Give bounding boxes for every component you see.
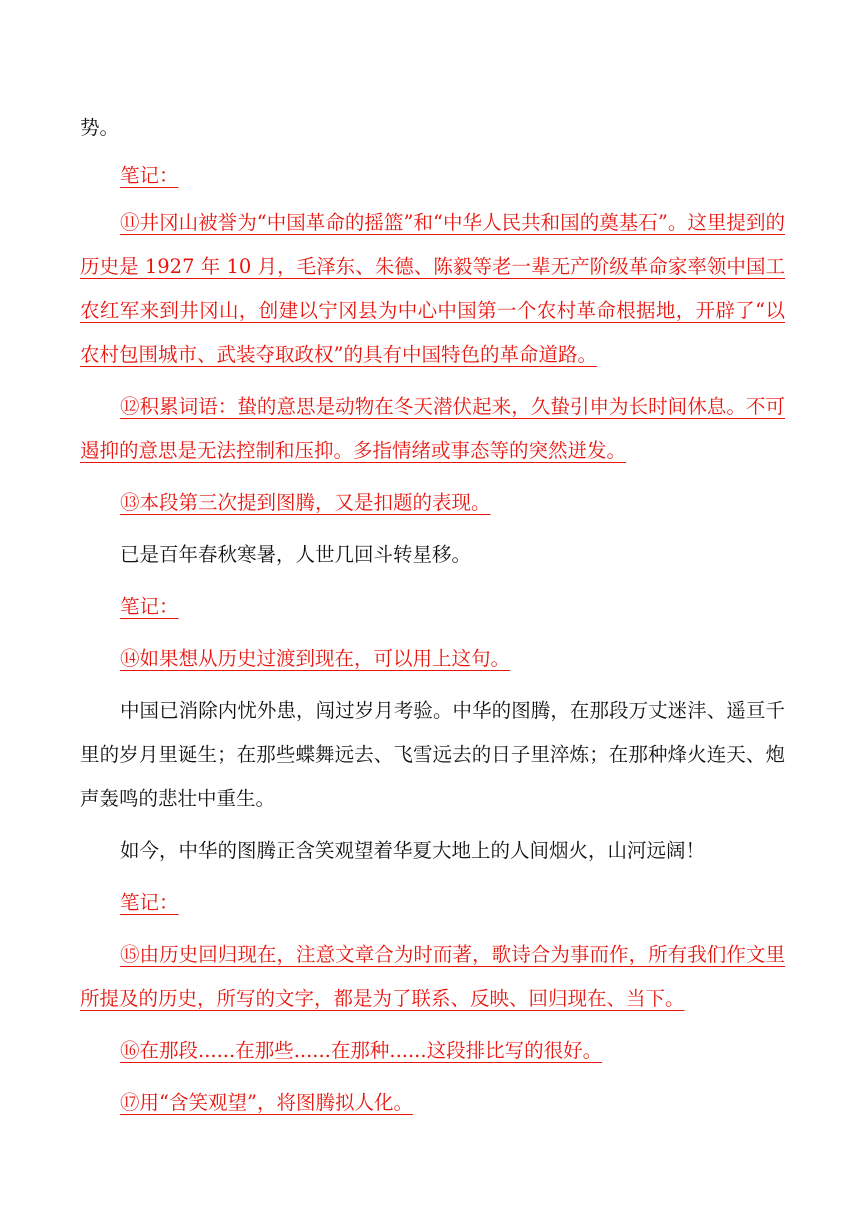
note-heading [80,881,785,925]
note-text: ⑫积累词语：蛰的意思是动物在冬天潜伏起来，久蛰引申为长时间休息。不可遏抑的意思是无法控制和压抑。多指情绪或事态等的突然迸发。 [80,395,785,462]
note-item-17 [80,1081,785,1125]
body-text: 如今，中华的图腾正含笑观望着华夏大地上的人间烟火，山河远阔！ [120,839,706,862]
note-item-15 [80,933,785,1021]
note-heading [80,585,785,629]
note-item-11 [80,201,785,377]
body-paragraph [80,689,785,821]
note-item-16 [80,1029,785,1073]
body-text: 中国已消除内忧外患，闯过岁月考验。中华的图腾，在那段万丈迷沣、遥亘千里的岁月里诞生；在那些蝶舞远去、飞雪远去的日子里淬炼；在那种烽火连天、炮声轰鸣的悲壮中重生。 [80,699,785,810]
note-item-13 [80,481,785,525]
body-paragraph [80,533,785,577]
note-label: 笔记： [120,891,179,914]
note-text: ⑪井冈山被誉为“中国革命的摇篮”和“中华人民共和国的奠基石”。这里提到的历史是 1927 年 10 月，毛泽东、朱德、陈毅等老一辈无产阶级革命家率领中国工农红军来到井冈山，创建以宁冈县为中心中国第一个农村革命根据地，开辟了“以农村包围城市、武装夺取政权”的具有中国特色的革命道路。 [80,211,785,366]
body-paragraph [80,829,785,873]
note-text: ⑰用“含笑观望”，将图腾拟人化。 [120,1091,413,1114]
body-text: 势。 [80,116,120,139]
note-heading [80,154,785,198]
document-page [80,106,785,1133]
body-text: 已是百年春秋寒暑，人世几回斗转星移。 [120,543,472,566]
note-text: ⑬本段第三次提到图腾，又是扣题的表现。 [120,491,491,514]
note-item-14 [80,637,785,681]
note-text: ⑯在那段......在那些......在那种......这段排比写的很好。 [120,1039,603,1062]
note-text: ⑭如果想从历史过渡到现在，可以用上这句。 [120,647,511,670]
note-item-12 [80,385,785,473]
body-paragraph-continuation [80,106,785,150]
note-label: 笔记： [120,595,179,618]
note-text: ⑮由历史回归现在，注意文章合为时而著，歌诗合为事而作，所有我们作文里所提及的历史，所写的文字，都是为了联系、反映、回归现在、当下。 [80,943,785,1010]
note-label: 笔记： [120,164,179,187]
